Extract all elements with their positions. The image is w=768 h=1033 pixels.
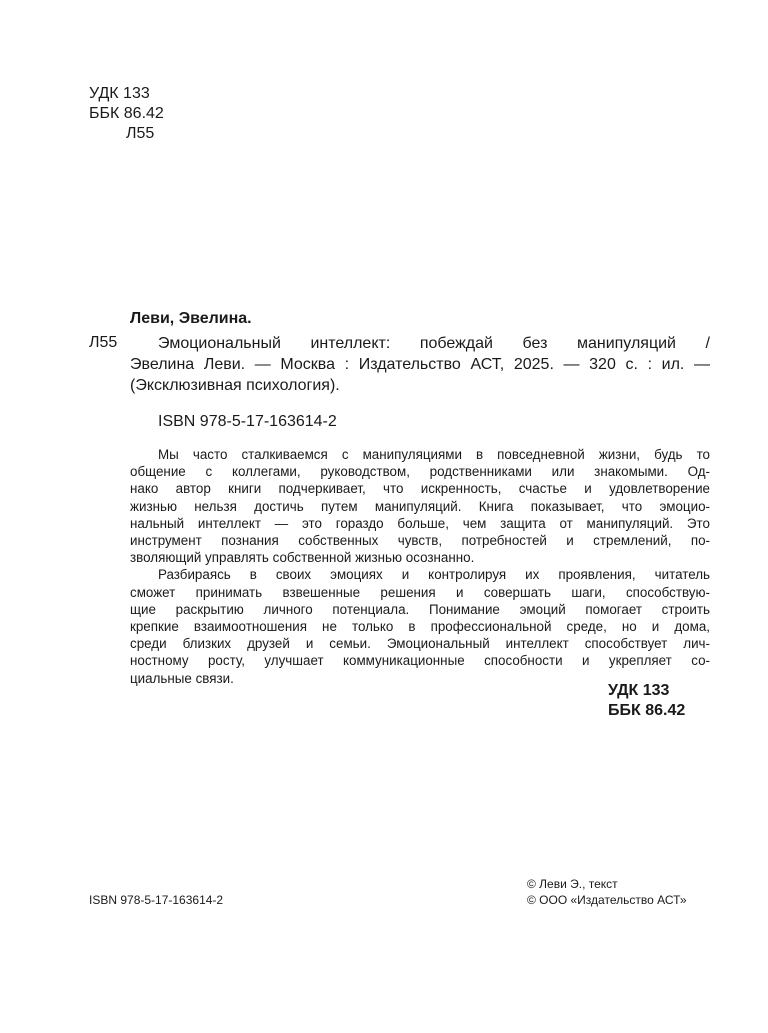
bbk-code-bold: ББК 86.42 bbox=[608, 702, 686, 719]
abstract-line: Разбираясь в своих эмоциях и контролируя их проявления, читатель bbox=[158, 567, 710, 583]
udk-code-bold: УДК 133 bbox=[608, 682, 670, 699]
abstract bbox=[130, 446, 710, 687]
abstract-line: сможет принимать взвешенные решения и совершать шаги, способствую- bbox=[130, 584, 710, 600]
index-mark: Л55 bbox=[89, 334, 118, 351]
bibliographic-description bbox=[130, 333, 710, 396]
udk-code: УДК 133 bbox=[89, 85, 150, 102]
isbn-bottom: ISBN 978-5-17-163614-2 bbox=[89, 893, 224, 907]
bbk-code: ББК 86.42 bbox=[89, 105, 164, 122]
copyright-block bbox=[527, 876, 687, 908]
author-heading: Леви, Эвелина. bbox=[130, 310, 252, 327]
copyright-publisher: © ООО «Издательство АСТ» bbox=[527, 893, 687, 907]
abstract-line: инструмент познания собственных чувств, потребностей и стремлений, по- bbox=[130, 533, 710, 549]
abstract-line: нако автор книги подчеркивает, что искренность, счастье и удовлетворение bbox=[130, 481, 710, 497]
abstract-line: щие раскрытию личного потенциала. Понимание эмоций помогает строить bbox=[130, 601, 710, 617]
classification-codes-top bbox=[89, 84, 164, 144]
abstract-line: среди близких друзей и семьи. Эмоциональный интеллект способствует лич- bbox=[130, 636, 710, 652]
abstract-line: циальные связи. bbox=[130, 670, 234, 686]
biblio-line-2: Эвелина Леви. — Москва : Издательство АСТ, 2025. — 320 с. : ил. — bbox=[130, 356, 710, 373]
isbn-main: ISBN 978-5-17-163614-2 bbox=[158, 413, 337, 430]
copyright-author: © Леви Э., текст bbox=[527, 877, 618, 891]
classification-codes-bold bbox=[608, 681, 685, 721]
abstract-line: зволяющий управлять собственной жизнью осознанно. bbox=[130, 550, 475, 566]
abstract-line: жизнью нельзя достичь путем манипуляций. Книга показывает, что эмоцио- bbox=[130, 498, 710, 514]
abstract-line: Мы часто сталкиваемся с манипуляциями в повседневной жизни, будь то bbox=[158, 447, 710, 462]
biblio-line-3: (Эксклюзивная психология). bbox=[130, 377, 340, 394]
author-mark: Л55 bbox=[126, 125, 155, 142]
biblio-line-1: Эмоциональный интеллект: побеждай без манипуляций / bbox=[158, 335, 710, 352]
abstract-line: ностному росту, улучшает коммуникационные способности и укрепляет со- bbox=[130, 653, 710, 669]
abstract-line: общение с коллегами, руководством, родственниками или знакомыми. Од- bbox=[130, 464, 710, 480]
abstract-line: нальный интеллект — это гораздо больше, чем защита от манипуляций. Это bbox=[130, 515, 710, 531]
abstract-line: крепкие взаимоотношения не только в профессиональной среде, но и дома, bbox=[130, 619, 710, 635]
